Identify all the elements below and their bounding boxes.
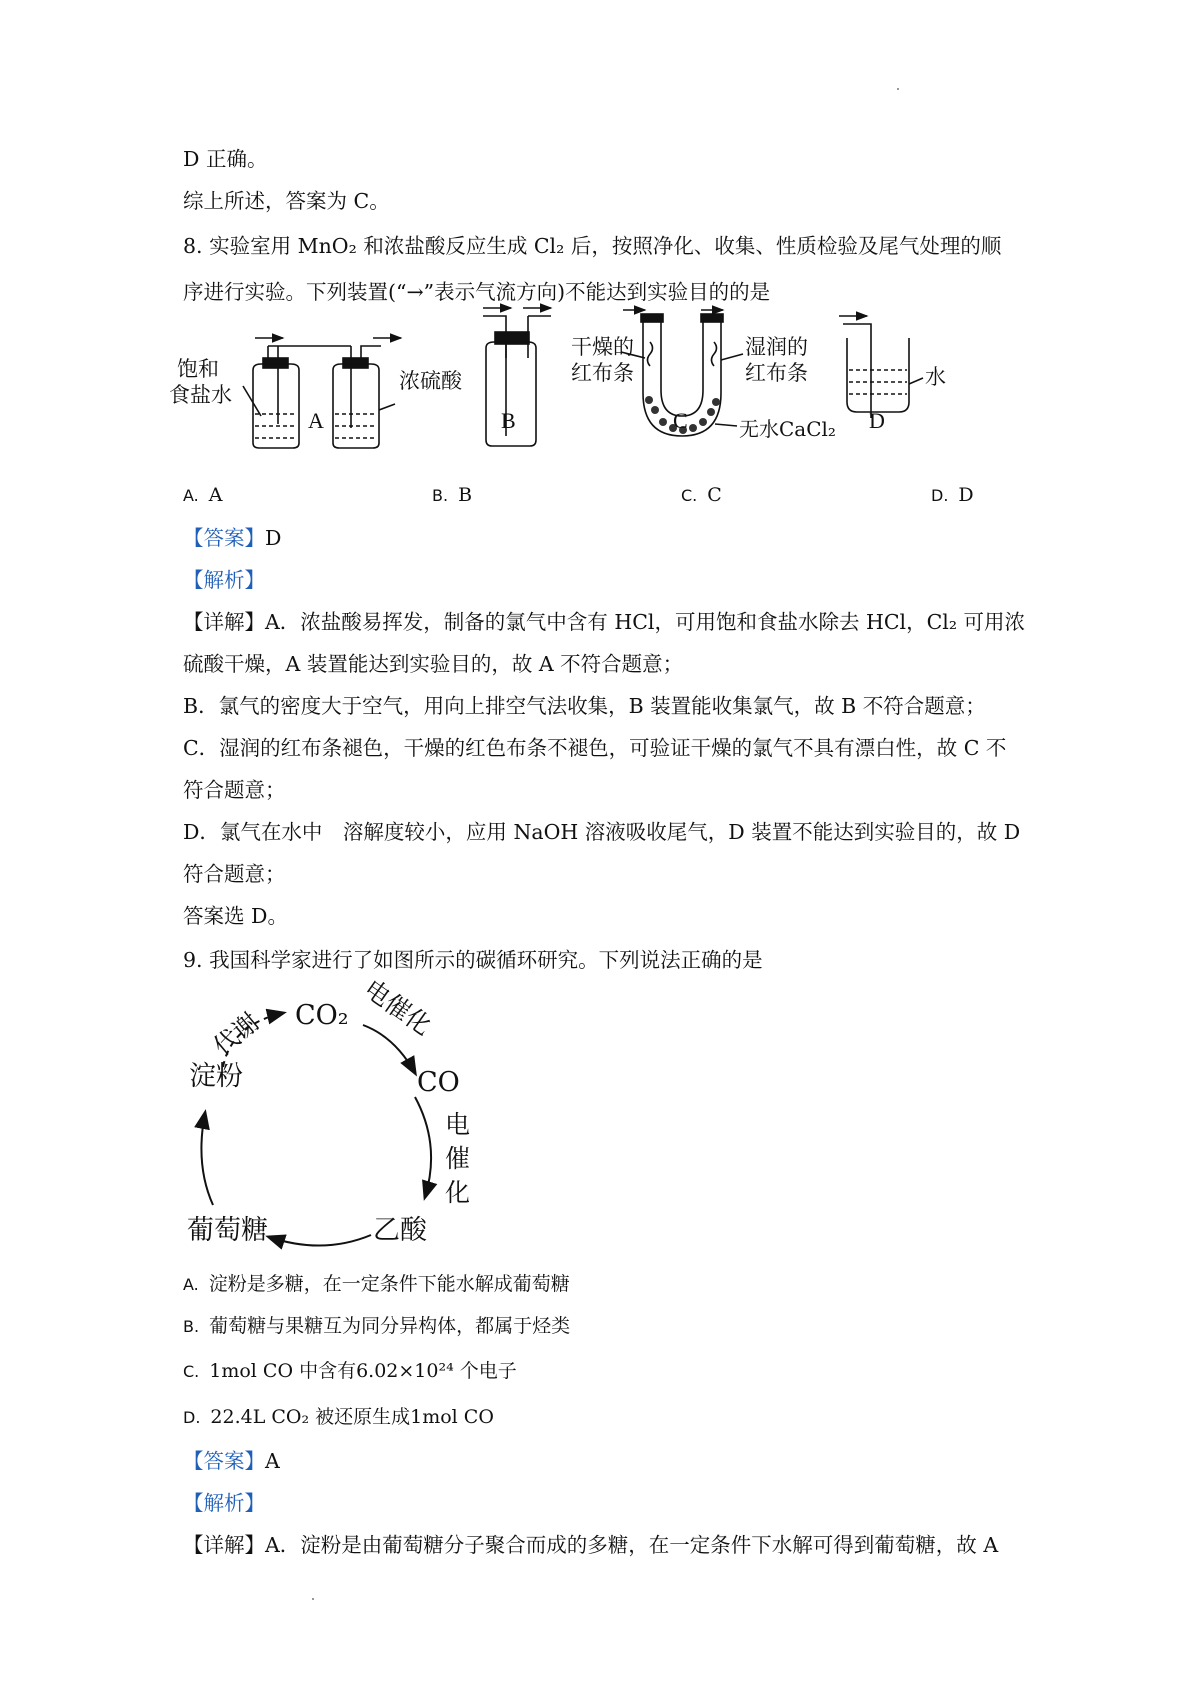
node-co: CO — [417, 1067, 460, 1098]
scan-speck — [312, 1598, 314, 1600]
q9-option-c[interactable] — [183, 1357, 517, 1386]
option-letter: C. — [681, 486, 698, 505]
label-a-sulfuric: 浓硫酸 — [399, 369, 462, 393]
option-text: 淀粉是多糖，在一定条件下能水解成葡萄糖 — [208, 1273, 570, 1295]
caption-b: B — [501, 408, 516, 433]
question-9-stem: 9. 我国科学家进行了如图所示的碳循环研究。下列说法正确的是 — [183, 948, 763, 972]
option-text: A — [208, 484, 223, 506]
apparatus-d — [839, 316, 923, 418]
option-letter: D. — [931, 486, 949, 505]
label-c-dry-2: 红布条 — [571, 361, 634, 385]
node-starch: 淀粉 — [189, 1061, 243, 1092]
detail-8-a — [183, 608, 1025, 636]
analysis-tag: 【解析】 — [183, 568, 265, 592]
detail-8-d: D．氯气在水中 溶解度较小，应用 NaOH 溶液吸收尾气，D 装置不能达到实验目的，故 D — [183, 820, 1021, 844]
node-co2: CO₂ — [295, 1000, 349, 1031]
detail-tag: 【详解】 — [183, 610, 265, 634]
scan-speck — [897, 88, 899, 90]
question-8-stem: 8. 实验室用 MnO₂ 和浓盐酸反应生成 Cl₂ 后，按照净化、收集、性质检验及尾气处理的顺 — [183, 234, 1002, 258]
option-letter: A. — [183, 1275, 199, 1294]
detail-tag: 【详解】 — [183, 1533, 265, 1557]
label-a-saturated-1: 饱和 — [177, 357, 219, 381]
detail-8-c: C．湿润的红布条褪色，干燥的红色布条不褪色，可验证干燥的氯气不具有漂白性，故 C 不 — [183, 736, 1007, 760]
analysis-9 — [183, 1489, 265, 1517]
apparatus-b — [483, 308, 551, 446]
option-letter: B. — [432, 486, 449, 505]
label-c-wet-2: 红布条 — [745, 361, 808, 385]
label-electrocatalysis-2: 催 — [445, 1144, 471, 1173]
option-letter: B. — [183, 1317, 200, 1336]
option-text: 22.4L CO₂ 被还原生成1mol CO — [210, 1406, 494, 1428]
answer-value: A — [265, 1449, 280, 1473]
q8-option-d[interactable] — [931, 481, 974, 510]
q8-option-a[interactable] — [183, 481, 222, 510]
detail-8-b: B．氯气的密度大于空气，用向上排空气法收集，B 装置能收集氯气，故 B 不符合题意； — [183, 694, 986, 718]
label-c-wet-1: 湿润的 — [745, 335, 808, 359]
option-text: 葡萄糖与果糖互为同分异构体，都属于烃类 — [209, 1315, 571, 1337]
node-acetic-acid: 乙酸 — [373, 1215, 427, 1246]
option-text: D — [958, 484, 974, 506]
text-line: D 正确。 — [183, 147, 268, 171]
answer-9 — [183, 1447, 280, 1475]
caption-a: A — [308, 408, 324, 433]
label-electrocatalysis-1: 电 — [445, 1110, 471, 1139]
question-8-stem: 序进行实验。下列装置(“→”表示气流方向)不能达到实验目的的是 — [183, 280, 771, 304]
answer-tag: 【答案】 — [183, 526, 265, 550]
text-line: 综上所述，答案为 C。 — [183, 189, 390, 213]
label-c-dry-1: 干燥的 — [571, 335, 634, 359]
answer-value: D — [265, 526, 282, 550]
label-c-cacl2: 无水CaCl₂ — [739, 417, 836, 441]
label-electrocatalysis-3: 化 — [445, 1178, 471, 1207]
analysis-tag: 【解析】 — [183, 1491, 265, 1515]
label-a-saturated-2: 食盐水 — [169, 383, 232, 407]
q9-option-a[interactable] — [183, 1270, 570, 1299]
answer-8 — [183, 524, 281, 552]
caption-d: D — [869, 408, 885, 433]
answer-tag: 【答案】 — [183, 1449, 265, 1473]
option-letter: C. — [183, 1362, 200, 1381]
detail-8-c-cont: 符合题意； — [183, 778, 286, 802]
option-letter: A. — [183, 486, 199, 505]
detail-text: A．淀粉是由葡萄糖分子聚合而成的多糖，在一定条件下水解可得到葡萄糖，故 A — [265, 1533, 999, 1557]
detail-8-end: 答案选 D。 — [183, 904, 288, 928]
q9-carbon-cycle-figure — [183, 974, 503, 1265]
label-metabolism: 代谢 — [207, 1007, 265, 1062]
caption-c: C — [673, 408, 688, 433]
label-electrocatalysis-top: 电催化 — [358, 974, 437, 1041]
node-glucose: 葡萄糖 — [187, 1215, 268, 1246]
analysis-8 — [183, 566, 265, 594]
detail-8-d-cont: 符合题意； — [183, 862, 286, 886]
option-text: C — [707, 484, 722, 506]
q8-option-b[interactable] — [432, 481, 472, 510]
label-d-water: 水 — [925, 365, 946, 389]
option-letter: D. — [183, 1408, 201, 1427]
q9-option-d[interactable] — [183, 1403, 494, 1432]
option-text: 1mol CO 中含有6.02×10²⁴ 个电子 — [209, 1360, 517, 1382]
q8-option-c[interactable] — [681, 481, 722, 510]
detail-text: A．浓盐酸易挥发，制备的氯气中含有 HCl，可用饱和食盐水除去 HCl，Cl₂ 可用浓 — [265, 610, 1026, 634]
detail-9-a — [183, 1531, 998, 1559]
option-text: B — [458, 484, 473, 506]
detail-8-a-cont: 硫酸干燥，A 装置能达到实验目的，故 A 不符合题意； — [183, 652, 684, 676]
q9-option-b[interactable] — [183, 1312, 570, 1341]
q8-apparatus-figure — [169, 318, 1183, 468]
